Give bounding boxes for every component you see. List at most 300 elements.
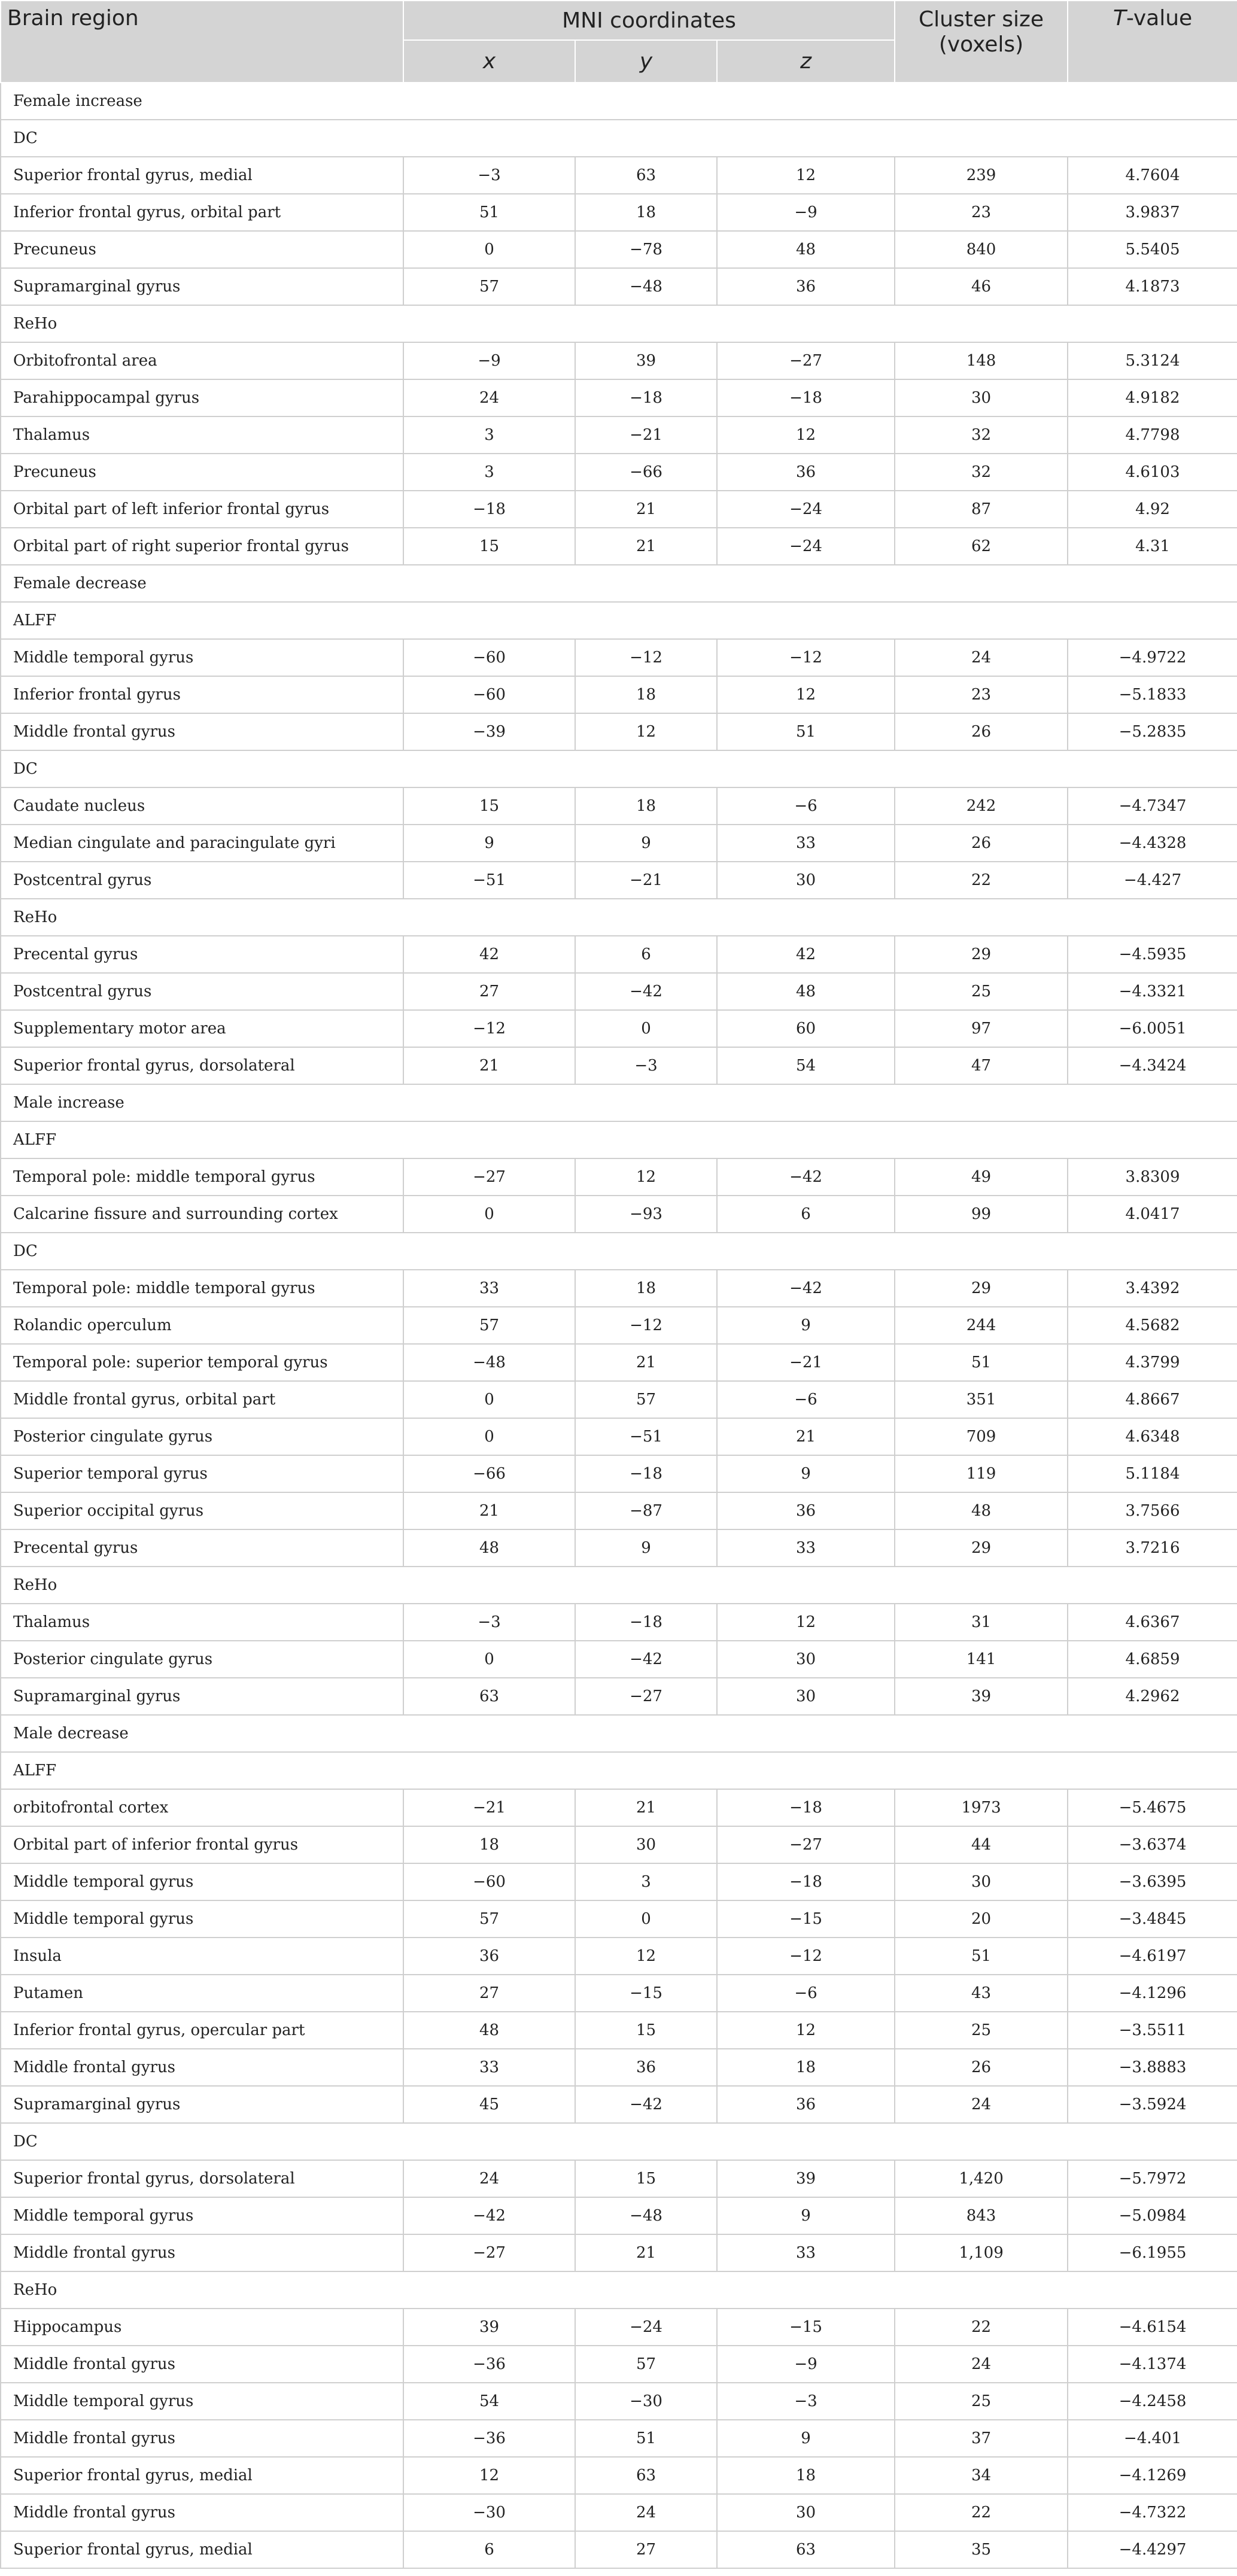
cell-y: 0 — [575, 1010, 717, 1047]
cell-t-value: −3.5924 — [1068, 2086, 1237, 2123]
cell-y: −42 — [575, 973, 717, 1010]
cell-t-value: −4.3424 — [1068, 1047, 1237, 1084]
cell-region: Orbital part of left inferior frontal gyrus — [1, 491, 403, 528]
cell-cluster-size: 25 — [895, 2383, 1068, 2420]
table-row — [1, 676, 1237, 713]
cell-x: −36 — [403, 2420, 575, 2457]
cell-cluster-size: 24 — [895, 639, 1068, 676]
table-row — [1, 379, 1237, 416]
cell-t-value: −4.427 — [1068, 862, 1237, 899]
cell-cluster-size: 22 — [895, 2309, 1068, 2346]
cell-cluster-size: 244 — [895, 1307, 1068, 1344]
cell-z: −27 — [717, 342, 895, 379]
table-row — [1, 1938, 1237, 1975]
cell-t-value: 4.92 — [1068, 491, 1237, 528]
cell-cluster-size: 26 — [895, 825, 1068, 862]
cell-x: 15 — [403, 528, 575, 565]
cell-region: Inferior frontal gyrus — [1, 676, 403, 713]
cell-cluster-size: 37 — [895, 2420, 1068, 2457]
cell-z: 12 — [717, 676, 895, 713]
cell-region: Superior frontal gyrus, dorsolateral — [1, 1047, 403, 1084]
cell-z: −6 — [717, 1381, 895, 1418]
header-t-letter: T — [1113, 6, 1126, 31]
cell-t-value: −4.4328 — [1068, 825, 1237, 862]
cell-z: 39 — [717, 2160, 895, 2197]
table-row — [1, 2457, 1237, 2494]
table-row — [1, 1863, 1237, 1900]
cell-region: Middle frontal gyrus, orbital part — [1, 1381, 403, 1418]
cell-region: Hippocampus — [1, 2309, 403, 2346]
table-row — [1, 1307, 1237, 1344]
cell-region: Middle frontal gyrus — [1, 713, 403, 750]
cell-t-value: 5.5405 — [1068, 231, 1237, 268]
cell-t-value: −4.1269 — [1068, 2457, 1237, 2494]
table-row — [1, 787, 1237, 825]
cell-z: 21 — [717, 1418, 895, 1455]
cell-cluster-size: 242 — [895, 787, 1068, 825]
header-cluster-size-line2: (voxels) — [938, 32, 1024, 57]
cell-x: 21 — [403, 1492, 575, 1529]
header-cluster-size-line1: Cluster size — [919, 7, 1044, 32]
cell-x: −60 — [403, 639, 575, 676]
cell-x: −60 — [403, 676, 575, 713]
cell-region: Superior temporal gyrus — [1, 1455, 403, 1492]
table-row — [1, 2309, 1237, 2346]
section-row — [1, 305, 1237, 342]
cell-cluster-size: 32 — [895, 416, 1068, 454]
table-row — [1, 2234, 1237, 2271]
cell-cluster-size: 24 — [895, 2086, 1068, 2123]
cell-z: 54 — [717, 1047, 895, 1084]
cell-x: 9 — [403, 825, 575, 862]
cell-z: 18 — [717, 2049, 895, 2086]
cell-x: 33 — [403, 2049, 575, 2086]
header-cluster-size — [895, 1, 1068, 83]
table-row — [1, 454, 1237, 491]
cell-x: −60 — [403, 1863, 575, 1900]
cell-x: −12 — [403, 1010, 575, 1047]
cell-cluster-size: 34 — [895, 2457, 1068, 2494]
cell-region: Middle temporal gyrus — [1, 2383, 403, 2420]
cell-region: Middle temporal gyrus — [1, 2197, 403, 2234]
cell-z: 9 — [717, 1455, 895, 1492]
cell-region: Middle temporal gyrus — [1, 639, 403, 676]
table-row — [1, 1158, 1237, 1196]
cell-cluster-size: 148 — [895, 342, 1068, 379]
cell-region: Caudate nucleus — [1, 787, 403, 825]
table-row — [1, 2049, 1237, 2086]
cell-z: 6 — [717, 1196, 895, 1233]
cell-y: −42 — [575, 2086, 717, 2123]
table-row — [1, 1529, 1237, 1567]
table-row — [1, 2494, 1237, 2531]
section-label: ReHo — [1, 899, 1237, 936]
cell-cluster-size: 23 — [895, 676, 1068, 713]
cell-t-value: 4.7798 — [1068, 416, 1237, 454]
cell-cluster-size: 351 — [895, 1381, 1068, 1418]
cell-t-value: −4.1374 — [1068, 2346, 1237, 2383]
cell-region: Precuneus — [1, 231, 403, 268]
cell-cluster-size: 26 — [895, 713, 1068, 750]
cell-y: −30 — [575, 2383, 717, 2420]
cell-y: 18 — [575, 194, 717, 231]
cell-z: −6 — [717, 1975, 895, 2012]
cell-t-value: 3.7566 — [1068, 1492, 1237, 1529]
cell-cluster-size: 1973 — [895, 1789, 1068, 1826]
cell-x: −30 — [403, 2494, 575, 2531]
section-row — [1, 2271, 1237, 2309]
cell-y: 63 — [575, 2457, 717, 2494]
cell-cluster-size: 97 — [895, 1010, 1068, 1047]
cell-x: 27 — [403, 1975, 575, 2012]
cell-x: −36 — [403, 2346, 575, 2383]
cell-z: 12 — [717, 416, 895, 454]
section-label: ALFF — [1, 1121, 1237, 1158]
cell-t-value: 4.6367 — [1068, 1604, 1237, 1641]
cell-cluster-size: 1,420 — [895, 2160, 1068, 2197]
cell-y: 36 — [575, 2049, 717, 2086]
section-label: DC — [1, 1233, 1237, 1270]
cell-region: Middle frontal gyrus — [1, 2494, 403, 2531]
table-row — [1, 1900, 1237, 1938]
cell-y: −48 — [575, 2197, 717, 2234]
table-row — [1, 491, 1237, 528]
cell-x: 6 — [403, 2531, 575, 2568]
cell-y: −18 — [575, 379, 717, 416]
cell-region: Orbital part of inferior frontal gyrus — [1, 1826, 403, 1863]
cell-y: 57 — [575, 2346, 717, 2383]
section-row — [1, 83, 1237, 120]
cell-region: Inferior frontal gyrus, opercular part — [1, 2012, 403, 2049]
cell-y: 18 — [575, 676, 717, 713]
cell-z: 48 — [717, 231, 895, 268]
cell-y: 9 — [575, 1529, 717, 1567]
cell-y: −42 — [575, 1641, 717, 1678]
section-row — [1, 1121, 1237, 1158]
cell-cluster-size: 62 — [895, 528, 1068, 565]
cell-region: Temporal pole: superior temporal gyrus — [1, 1344, 403, 1381]
cell-z: 36 — [717, 454, 895, 491]
cell-t-value: −4.6197 — [1068, 1938, 1237, 1975]
cell-y: 21 — [575, 528, 717, 565]
cell-z: −18 — [717, 1863, 895, 1900]
cell-t-value: 4.3799 — [1068, 1344, 1237, 1381]
cell-cluster-size: 1,109 — [895, 2234, 1068, 2271]
cell-z: −42 — [717, 1158, 895, 1196]
cell-t-value: −3.4845 — [1068, 1900, 1237, 1938]
section-row — [1, 120, 1237, 157]
table-row — [1, 2531, 1237, 2568]
section-label: ReHo — [1, 1567, 1237, 1604]
cell-t-value: −4.1296 — [1068, 1975, 1237, 2012]
cell-region: Parahippocampal gyrus — [1, 379, 403, 416]
cell-t-value: −4.7347 — [1068, 787, 1237, 825]
cell-t-value: 4.0417 — [1068, 1196, 1237, 1233]
cell-z: −15 — [717, 1900, 895, 1938]
cell-cluster-size: 44 — [895, 1826, 1068, 1863]
table-row — [1, 973, 1237, 1010]
cell-t-value: 3.8309 — [1068, 1158, 1237, 1196]
header-brain-region: Brain region — [1, 1, 403, 83]
cell-x: 27 — [403, 973, 575, 1010]
section-row — [1, 899, 1237, 936]
cell-y: −93 — [575, 1196, 717, 1233]
cell-t-value: 4.6859 — [1068, 1641, 1237, 1678]
cell-z: 33 — [717, 1529, 895, 1567]
table-row — [1, 825, 1237, 862]
cell-z: −9 — [717, 2346, 895, 2383]
cell-x: −9 — [403, 342, 575, 379]
section-label: ALFF — [1, 602, 1237, 639]
cell-z: 30 — [717, 1678, 895, 1715]
cell-t-value: −4.401 — [1068, 2420, 1237, 2457]
table-row — [1, 1604, 1237, 1641]
cell-x: 24 — [403, 2160, 575, 2197]
cell-z: −21 — [717, 1344, 895, 1381]
cell-y: −3 — [575, 1047, 717, 1084]
cell-y: −18 — [575, 1455, 717, 1492]
cell-x: 39 — [403, 2309, 575, 2346]
table-row — [1, 2086, 1237, 2123]
cell-y: −21 — [575, 862, 717, 899]
cell-t-value: 4.5682 — [1068, 1307, 1237, 1344]
cell-z: 30 — [717, 1641, 895, 1678]
cell-z: 12 — [717, 1604, 895, 1641]
cell-t-value: −5.2835 — [1068, 713, 1237, 750]
cell-x: −48 — [403, 1344, 575, 1381]
cell-z: 33 — [717, 2234, 895, 2271]
table-row — [1, 1344, 1237, 1381]
section-row — [1, 1567, 1237, 1604]
table-row — [1, 1381, 1237, 1418]
cell-y: 18 — [575, 1270, 717, 1307]
cell-y: −24 — [575, 2309, 717, 2346]
section-row — [1, 1084, 1237, 1121]
cell-x: −21 — [403, 1789, 575, 1826]
table-row — [1, 1418, 1237, 1455]
table-row — [1, 2012, 1237, 2049]
table-row — [1, 268, 1237, 305]
table-row — [1, 2346, 1237, 2383]
cell-y: −78 — [575, 231, 717, 268]
cell-t-value: −4.3321 — [1068, 973, 1237, 1010]
cell-z: −12 — [717, 639, 895, 676]
cell-t-value: 3.9837 — [1068, 194, 1237, 231]
section-row — [1, 2123, 1237, 2160]
cell-cluster-size: 46 — [895, 268, 1068, 305]
cell-region: Thalamus — [1, 1604, 403, 1641]
cell-z: 36 — [717, 1492, 895, 1529]
cell-cluster-size: 51 — [895, 1938, 1068, 1975]
cell-region: Postcentral gyrus — [1, 973, 403, 1010]
table-header — [1, 1, 1237, 83]
cell-z: −12 — [717, 1938, 895, 1975]
cell-cluster-size: 709 — [895, 1418, 1068, 1455]
cell-y: −15 — [575, 1975, 717, 2012]
section-label: ALFF — [1, 1752, 1237, 1789]
section-label: Female increase — [1, 83, 1237, 120]
cell-y: −12 — [575, 1307, 717, 1344]
table-row — [1, 1196, 1237, 1233]
cell-cluster-size: 87 — [895, 491, 1068, 528]
cell-x: 3 — [403, 416, 575, 454]
table-row — [1, 416, 1237, 454]
cell-region: Thalamus — [1, 416, 403, 454]
cell-t-value: 4.1873 — [1068, 268, 1237, 305]
table-row — [1, 936, 1237, 973]
header-x: x — [403, 40, 575, 83]
cell-region: Superior frontal gyrus, medial — [1, 157, 403, 194]
cell-cluster-size: 22 — [895, 2494, 1068, 2531]
cell-cluster-size: 25 — [895, 973, 1068, 1010]
cell-x: 48 — [403, 2012, 575, 2049]
cell-region: Calcarine fissure and surrounding cortex — [1, 1196, 403, 1233]
cell-x: 24 — [403, 379, 575, 416]
cell-y: 3 — [575, 1863, 717, 1900]
table-body — [1, 83, 1237, 2568]
cell-y: 15 — [575, 2012, 717, 2049]
cell-t-value: −3.6395 — [1068, 1863, 1237, 1900]
cell-cluster-size: 29 — [895, 936, 1068, 973]
cell-x: 0 — [403, 1418, 575, 1455]
header-t-suffix: -value — [1126, 6, 1193, 31]
cell-t-value: −4.6154 — [1068, 2309, 1237, 2346]
cell-y: 21 — [575, 1789, 717, 1826]
cell-t-value: 4.6348 — [1068, 1418, 1237, 1455]
cell-x: −66 — [403, 1455, 575, 1492]
table-row — [1, 1455, 1237, 1492]
cell-t-value: −3.8883 — [1068, 2049, 1237, 2086]
section-label: DC — [1, 2123, 1237, 2160]
cell-x: −18 — [403, 491, 575, 528]
cell-y: 21 — [575, 1344, 717, 1381]
cell-x: 63 — [403, 1678, 575, 1715]
table-row — [1, 713, 1237, 750]
header-y: y — [575, 40, 717, 83]
table-row — [1, 1047, 1237, 1084]
cell-x: 48 — [403, 1529, 575, 1567]
cell-z: −18 — [717, 379, 895, 416]
cell-t-value: −4.7322 — [1068, 2494, 1237, 2531]
cell-region: Superior occipital gyrus — [1, 1492, 403, 1529]
cell-cluster-size: 49 — [895, 1158, 1068, 1196]
cell-t-value: 4.7604 — [1068, 157, 1237, 194]
cell-x: −51 — [403, 862, 575, 899]
cell-region: Middle frontal gyrus — [1, 2234, 403, 2271]
cell-cluster-size: 32 — [895, 454, 1068, 491]
cell-z: 9 — [717, 2420, 895, 2457]
section-label: Male increase — [1, 1084, 1237, 1121]
cell-y: −87 — [575, 1492, 717, 1529]
cell-cluster-size: 30 — [895, 1863, 1068, 1900]
cell-t-value: 4.2962 — [1068, 1678, 1237, 1715]
cell-z: −18 — [717, 1789, 895, 1826]
cell-z: 12 — [717, 2012, 895, 2049]
cell-x: 3 — [403, 454, 575, 491]
table-row — [1, 1826, 1237, 1863]
cell-t-value: −5.1833 — [1068, 676, 1237, 713]
header-mni-coordinates: MNI coordinates — [403, 1, 895, 40]
table-row — [1, 1010, 1237, 1047]
cell-t-value: −5.7972 — [1068, 2160, 1237, 2197]
cell-y: −21 — [575, 416, 717, 454]
cell-t-value: −3.6374 — [1068, 1826, 1237, 1863]
section-label: ReHo — [1, 2271, 1237, 2309]
cell-y: 51 — [575, 2420, 717, 2457]
cell-region: Temporal pole: middle temporal gyrus — [1, 1270, 403, 1307]
cell-region: Superior frontal gyrus, medial — [1, 2531, 403, 2568]
section-label: DC — [1, 750, 1237, 787]
table-row — [1, 2197, 1237, 2234]
cell-y: −66 — [575, 454, 717, 491]
cell-region: Precental gyrus — [1, 936, 403, 973]
cell-z: −3 — [717, 2383, 895, 2420]
cell-z: 33 — [717, 825, 895, 862]
cell-region: Insula — [1, 1938, 403, 1975]
cell-cluster-size: 26 — [895, 2049, 1068, 2086]
section-row — [1, 1752, 1237, 1789]
cell-cluster-size: 31 — [895, 1604, 1068, 1641]
cell-cluster-size: 24 — [895, 2346, 1068, 2383]
cell-cluster-size: 119 — [895, 1455, 1068, 1492]
cell-y: −18 — [575, 1604, 717, 1641]
table-row — [1, 342, 1237, 379]
cell-t-value: 5.1184 — [1068, 1455, 1237, 1492]
cell-region: orbitofrontal cortex — [1, 1789, 403, 1826]
cell-region: Supramarginal gyrus — [1, 1678, 403, 1715]
cell-x: 33 — [403, 1270, 575, 1307]
cell-y: 30 — [575, 1826, 717, 1863]
cell-x: −27 — [403, 2234, 575, 2271]
cell-region: Middle frontal gyrus — [1, 2049, 403, 2086]
cell-x: −27 — [403, 1158, 575, 1196]
cell-z: 30 — [717, 2494, 895, 2531]
cell-cluster-size: 25 — [895, 2012, 1068, 2049]
cell-x: 51 — [403, 194, 575, 231]
cell-z: −6 — [717, 787, 895, 825]
cell-y: −51 — [575, 1418, 717, 1455]
cell-t-value: −4.2458 — [1068, 2383, 1237, 2420]
cell-x: 54 — [403, 2383, 575, 2420]
cell-region: Supramarginal gyrus — [1, 268, 403, 305]
cell-z: 9 — [717, 2197, 895, 2234]
cell-t-value: 4.8667 — [1068, 1381, 1237, 1418]
cell-x: −3 — [403, 1604, 575, 1641]
cell-x: −3 — [403, 157, 575, 194]
cell-region: Temporal pole: middle temporal gyrus — [1, 1158, 403, 1196]
cell-y: 39 — [575, 342, 717, 379]
cell-z: 60 — [717, 1010, 895, 1047]
header-t-value — [1068, 1, 1237, 83]
cell-x: 57 — [403, 1900, 575, 1938]
cell-region: Supramarginal gyrus — [1, 2086, 403, 2123]
cell-region: Postcentral gyrus — [1, 862, 403, 899]
cell-y: 24 — [575, 2494, 717, 2531]
cell-t-value: −5.0984 — [1068, 2197, 1237, 2234]
cell-cluster-size: 29 — [895, 1270, 1068, 1307]
table-row — [1, 1975, 1237, 2012]
cell-z: 36 — [717, 268, 895, 305]
cell-t-value: −6.1955 — [1068, 2234, 1237, 2271]
table-row — [1, 2160, 1237, 2197]
cell-t-value: −5.4675 — [1068, 1789, 1237, 1826]
cell-y: 27 — [575, 2531, 717, 2568]
table-row — [1, 231, 1237, 268]
cell-y: 57 — [575, 1381, 717, 1418]
cell-x: 0 — [403, 1381, 575, 1418]
cell-z: −15 — [717, 2309, 895, 2346]
cell-x: 21 — [403, 1047, 575, 1084]
